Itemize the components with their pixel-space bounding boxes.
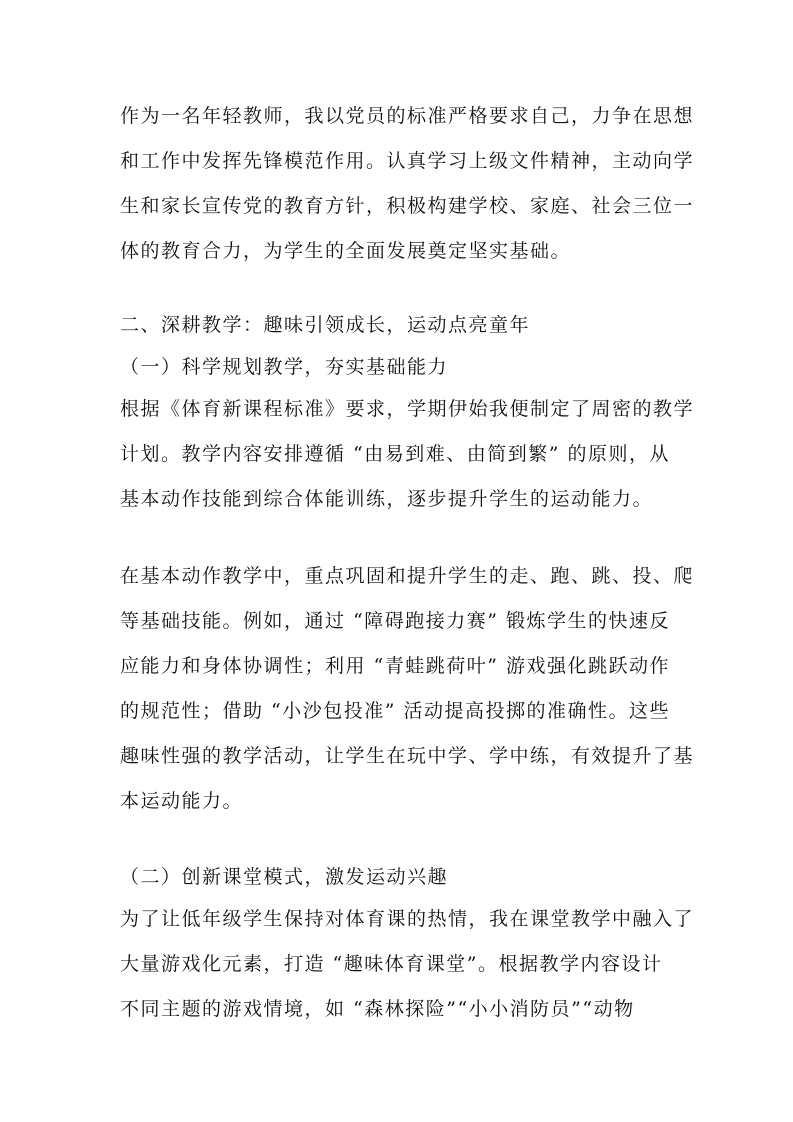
paragraph-line: 为了让低年级学生保持对体育课的热情，我在课堂教学中融入了 [120, 908, 695, 930]
paragraph-line: 基本动作技能到综合体能训练，逐步提升学生的运动能力。 [120, 488, 654, 510]
subsection-heading: （一）科学规划教学，夯实基础能力 [120, 356, 449, 378]
subsection-heading: （二）创新课堂模式，激发运动兴趣 [120, 866, 449, 888]
paragraph-line: 大量游戏化元素，打造 “趣味体育课堂”。根据教学内容设计 [120, 953, 663, 975]
section-heading: 二、深耕教学：趣味引领成长，运动点亮童年 [120, 314, 531, 336]
paragraph-line: 等基础技能。例如，通过 “障碍跑接力赛” 锻炼学生的快速反 [120, 610, 671, 632]
paragraph-line: 根据《体育新课程标准》要求，学期伊始我便制定了周密的教学 [120, 398, 695, 420]
paragraph-line: 和工作中发挥先锋模范作用。认真学习上级文件精神，主动向学 [120, 150, 695, 172]
paragraph-line: 体的教育合力，为学生的全面发展奠定坚实基础。 [120, 240, 572, 262]
paragraph-line: 在基本动作教学中，重点巩固和提升学生的走、跑、跳、投、爬 [120, 565, 695, 587]
paragraph-line: 本运动能力。 [120, 790, 244, 812]
paragraph-line: 作为一名年轻教师，我以党员的标准严格要求自己，力争在思想 [120, 105, 695, 127]
paragraph-line: 趣味性强的教学活动，让学生在玩中学、学中练，有效提升了基 [120, 745, 695, 767]
paragraph-line: 计划。教学内容安排遵循 “由易到难、由简到繁” 的原则，从 [120, 443, 671, 465]
paragraph-line: 不同主题的游戏情境，如 “森林探险”“小小消防员”“动物 [120, 998, 635, 1020]
paragraph-line: 生和家长宣传党的教育方针，积极构建学校、家庭、社会三位一 [120, 195, 695, 217]
paragraph-line: 的规范性；借助 “小沙包投准” 活动提高投掷的准确性。这些 [120, 700, 671, 722]
paragraph-line: 应能力和身体协调性；利用 “青蛙跳荷叶” 游戏强化跳跃动作 [120, 655, 671, 677]
